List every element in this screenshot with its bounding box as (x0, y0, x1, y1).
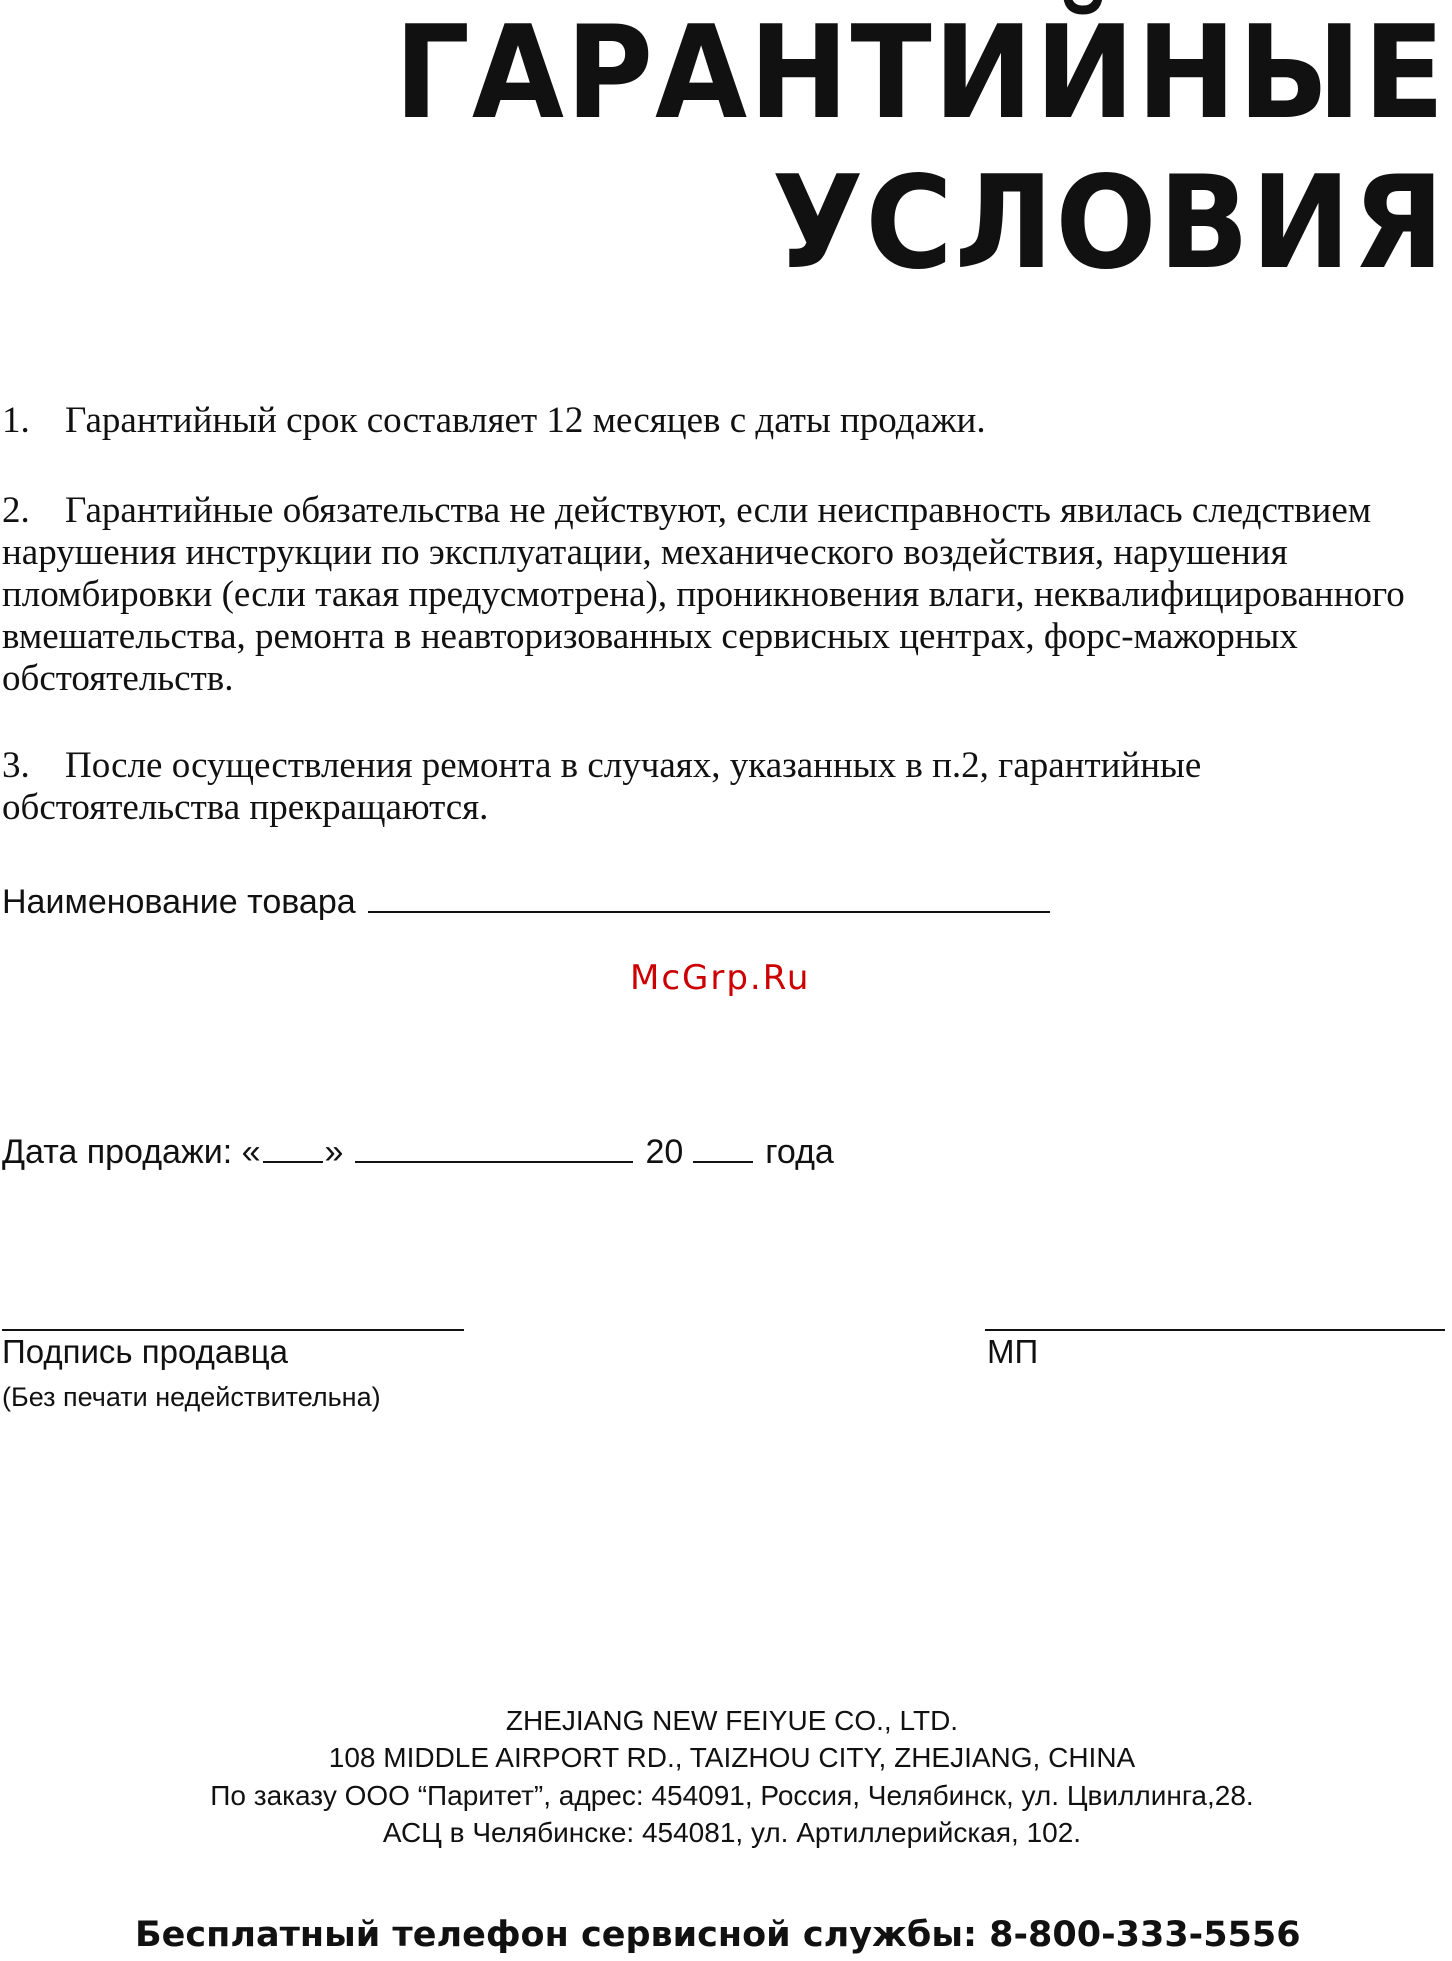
sale-month-blank (355, 1125, 633, 1163)
product-name-blank (368, 875, 1050, 913)
clause-text: После осуществления ремонта в случаях, указанных в п.2, гарантийные обстоятельства прекращаются. (2, 745, 1202, 828)
page-title-line-1: ГАРАНТИЙНЫЕ (393, 0, 1446, 148)
seller-signature-label: Подпись продавца (2, 1333, 289, 1370)
footer-company: ZHEJIANG NEW FEIYUE CO., LTD. (505, 1705, 959, 1736)
sale-year-blank (693, 1125, 753, 1163)
clause-2 (2, 490, 1447, 700)
footer-address: 108 MIDDLE AIRPORT RD., TAIZHOU CITY, ZHEJIANG, CHINA (328, 1742, 1136, 1773)
sale-date-century: 20 (645, 1133, 684, 1171)
seller-signature-note: (Без печати недействительна) (2, 1382, 381, 1412)
product-name-field (2, 875, 1050, 922)
clause-text: Гарантийные обязательства не действуют, если неисправность явилась следствием нарушения инструкции по эксплуатации, механического воздействия, нарушения пломбировки (если такая предусмотрена), проникновения влаги, неквалифицированного вмешательства, ремонта в неавторизованных сервисных центрах, форс-мажорных обстоятельств. (2, 490, 1405, 699)
sale-day-blank (263, 1125, 323, 1163)
watermark: McGrp.Ru (630, 958, 811, 998)
clause-3 (2, 745, 1447, 829)
sale-date-quote-close: » (324, 1133, 344, 1171)
clause-number: 2. (2, 490, 30, 531)
seller-signature-line (2, 1329, 464, 1331)
product-name-label: Наименование товара (2, 883, 356, 921)
clause-number: 3. (2, 745, 30, 786)
sale-date-year-word: года (765, 1133, 834, 1171)
stamp-line (985, 1329, 1445, 1331)
clause-text: Гарантийный срок составляет 12 месяцев с даты продажи. (65, 400, 986, 441)
service-hotline: Бесплатный телефон сервисной службы: 8-800-333-5556 (135, 1915, 1301, 1955)
clause-number: 1. (2, 400, 30, 441)
stamp-label: МП (987, 1333, 1039, 1370)
sale-date-label: Дата продажи: « (2, 1133, 261, 1171)
clause-1 (2, 400, 1447, 442)
footer-order-info: По заказу ООО “Паритет”, адрес: 454091, Россия, Челябинск, ул. Цвиллинга,28. (210, 1780, 1254, 1811)
sale-date-field (2, 1125, 834, 1172)
page-title-line-2: УСЛОВИЯ (771, 149, 1446, 298)
footer-service-center: АСЦ в Челябинске: 454081, ул. Артиллерийская, 102. (382, 1817, 1082, 1848)
